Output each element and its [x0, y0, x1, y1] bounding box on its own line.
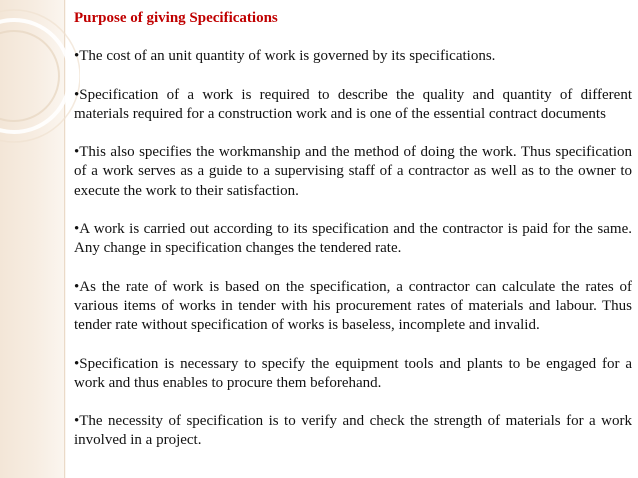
bullet-paragraph: •Specification of a work is required to describe the quality and quantity of different materials required for a construction work and is one of the essential contract documents [74, 86, 632, 122]
bullet-paragraph: •A work is carried out according to its specification and the contractor is paid for the same. Any change in specification changes the tendered rate. [74, 221, 632, 257]
slide-title: Purpose of giving Specifications [74, 10, 278, 26]
decorative-circle-graphic [0, 0, 80, 160]
bullet-paragraph: •The necessity of specification is to verify and check the strength of materials for a work involved in a project. [74, 413, 632, 449]
bullet-paragraph: •The cost of an unit quantity of work is governed by its specifications. [74, 48, 496, 65]
bullet-paragraph: •This also specifies the workmanship and the method of doing the work. Thus specification of a work serves as a guide to a supervising staff of a contractor as well as to the owner to execute the work to their satisfaction. [74, 144, 632, 199]
slide-content [74, 9, 632, 451]
bullet-paragraph: •As the rate of work is based on the specification, a contractor can calculate the rates of various items of works in tender with his procurement rates of materials and labour. Thus tender rate without specification of works is baseless, incomplete and invalid. [74, 278, 632, 334]
bullet-paragraph: •Specification is necessary to specify the equipment tools and plants to be engaged for a work and thus enables to procure them beforehand. [74, 355, 632, 391]
